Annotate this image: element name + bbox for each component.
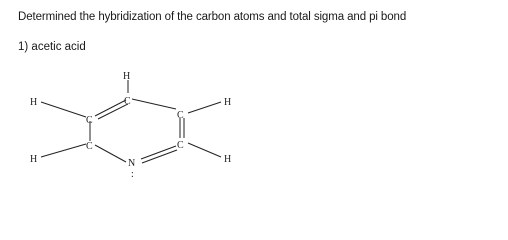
atom-h-left-top: H	[30, 97, 38, 108]
bond-h-left-bottom	[41, 144, 86, 157]
lone-pair: :	[131, 169, 134, 180]
atom-c-right-bottom: C	[177, 140, 184, 151]
bond-ring-bottom-left	[95, 145, 126, 162]
atom-h-left-bottom: H	[30, 154, 38, 165]
atom-h-right-bottom: H	[224, 154, 232, 165]
atom-n-bottom: N	[128, 158, 136, 169]
bond-ring-top-left-1	[95, 100, 126, 116]
bond-h-left-top	[41, 102, 86, 117]
atom-h-top: H	[123, 71, 131, 82]
bond-ring-top-right	[132, 99, 176, 109]
item-label: 1) acetic acid	[18, 41, 86, 53]
atom-c-left-top: C	[86, 115, 93, 126]
atom-c-left-bottom: C	[86, 141, 93, 152]
bond-h-right-bottom	[188, 143, 221, 157]
atom-h-right-top: H	[224, 97, 232, 108]
atom-c-right-top: C	[177, 110, 184, 121]
question-text: Determined the hybridization of the carbon atoms and total sigma and pi bond	[18, 11, 407, 23]
atom-c-top: C	[124, 96, 131, 107]
bond-h-right-top	[188, 102, 221, 113]
